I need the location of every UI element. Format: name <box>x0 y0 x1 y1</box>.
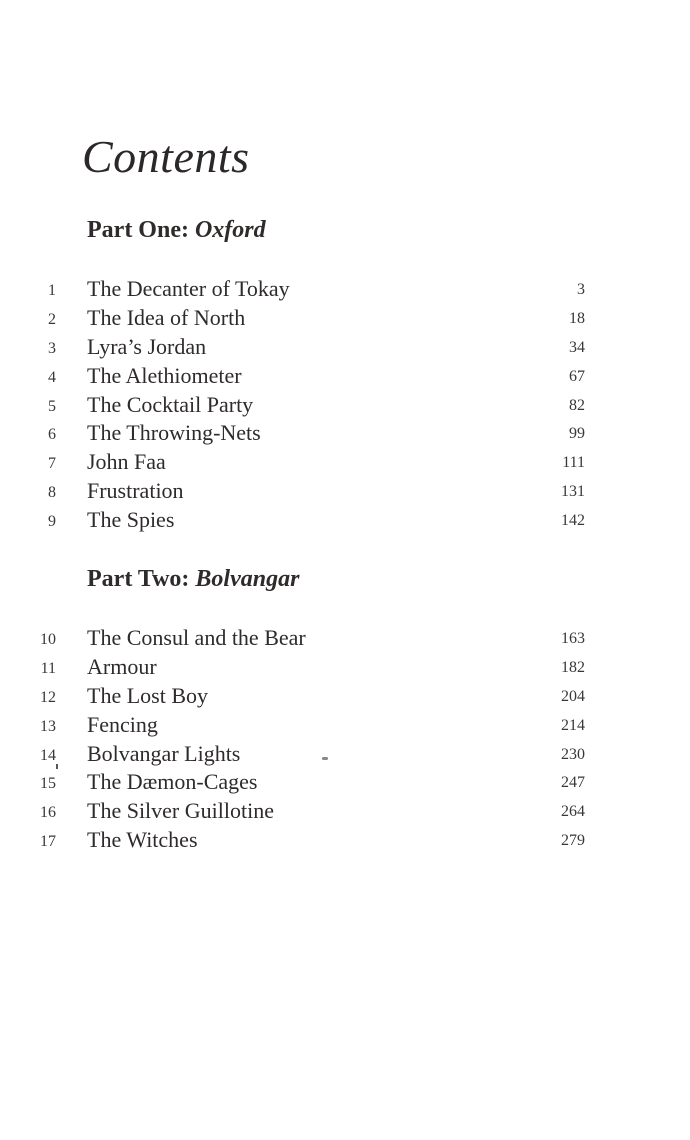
chapter-page: 182 <box>561 658 585 676</box>
chapter-title: Lyra’s Jordan <box>87 333 207 359</box>
chapter-number: 16 <box>40 804 56 822</box>
chapter-entry[interactable] <box>0 305 690 334</box>
chapter-title: Armour <box>87 653 157 679</box>
chapter-page: 18 <box>569 309 585 327</box>
chapter-number: 6 <box>48 426 56 444</box>
part-heading-two <box>87 567 299 591</box>
chapter-entry[interactable] <box>0 449 690 478</box>
chapter-number: 15 <box>40 775 56 793</box>
chapter-entry[interactable] <box>0 507 690 536</box>
chapter-page: 279 <box>561 832 585 850</box>
chapter-entry[interactable] <box>0 827 690 856</box>
chapter-number: 2 <box>48 310 56 328</box>
chapter-list-part-one <box>0 276 690 536</box>
part-prefix: Part Two: <box>87 566 196 592</box>
chapter-entry[interactable] <box>0 276 690 305</box>
chapter-page: 214 <box>561 716 585 734</box>
chapter-page: 111 <box>562 454 585 472</box>
part-name: Bolvangar <box>195 566 300 592</box>
chapter-entry[interactable] <box>0 420 690 449</box>
chapter-page: 163 <box>561 630 585 647</box>
chapter-entry[interactable] <box>0 478 690 507</box>
chapter-entry[interactable] <box>0 712 690 741</box>
chapter-title: The Silver Guillotine <box>87 798 274 824</box>
chapter-title: John Faa <box>87 449 166 475</box>
part-prefix: Part One: <box>87 217 195 243</box>
chapter-page: 247 <box>561 774 585 792</box>
chapter-page: 99 <box>569 425 585 443</box>
chapter-number: 1 <box>48 282 56 299</box>
chapter-entry[interactable] <box>0 625 690 654</box>
chapter-number: 17 <box>40 833 56 851</box>
chapter-number: 14 <box>40 746 56 764</box>
chapter-number: 7 <box>48 455 56 473</box>
chapter-number: 11 <box>40 659 56 677</box>
chapter-title: The Cocktail Party <box>87 391 254 417</box>
chapter-entry[interactable] <box>0 334 690 363</box>
chapter-number: 10 <box>40 631 56 648</box>
chapter-page: 3 <box>577 281 585 298</box>
chapter-title: The Alethiometer <box>87 362 242 388</box>
chapter-title: The Consul and the Bear <box>87 625 306 650</box>
chapter-title: The Spies <box>87 507 175 533</box>
chapter-number: 13 <box>40 717 56 735</box>
chapter-number: 9 <box>48 513 56 531</box>
chapter-title: The Decanter of Tokay <box>87 276 290 301</box>
chapter-page: 82 <box>569 396 585 414</box>
chapter-number: 12 <box>40 688 56 706</box>
page-title: Contents <box>82 131 250 182</box>
chapter-page: 204 <box>561 687 585 705</box>
chapter-entry[interactable] <box>0 769 690 798</box>
chapter-page: 131 <box>561 483 585 501</box>
chapter-number: 8 <box>48 484 56 502</box>
chapter-page: 264 <box>561 803 585 821</box>
chapter-page: 230 <box>561 745 585 763</box>
chapter-page: 34 <box>569 338 585 356</box>
chapter-entry[interactable] <box>0 741 690 770</box>
chapter-title: The Idea of North <box>87 304 246 330</box>
chapter-number: 5 <box>48 397 56 415</box>
scan-mark <box>56 764 58 769</box>
chapter-entry[interactable] <box>0 363 690 392</box>
chapter-entry[interactable] <box>0 392 690 421</box>
chapter-title: Bolvangar Lights <box>87 740 241 766</box>
chapter-title: The Witches <box>87 827 198 853</box>
chapter-title: Fencing <box>87 711 158 737</box>
chapter-page: 142 <box>561 512 585 530</box>
chapter-entry[interactable] <box>0 683 690 712</box>
chapter-page: 67 <box>569 367 585 385</box>
chapter-title: Frustration <box>87 478 184 504</box>
chapter-list-part-two <box>0 625 690 856</box>
chapter-title: The Lost Boy <box>87 682 208 708</box>
chapter-number: 3 <box>48 339 56 357</box>
chapter-title: The Throwing-Nets <box>87 420 261 446</box>
part-heading-one <box>87 218 266 242</box>
chapter-entry[interactable] <box>0 798 690 827</box>
chapter-title: The Dæmon-Cages <box>87 769 258 795</box>
chapter-entry[interactable] <box>0 654 690 683</box>
part-name: Oxford <box>194 217 266 243</box>
scan-speck <box>322 757 328 760</box>
chapter-number: 4 <box>48 368 56 386</box>
